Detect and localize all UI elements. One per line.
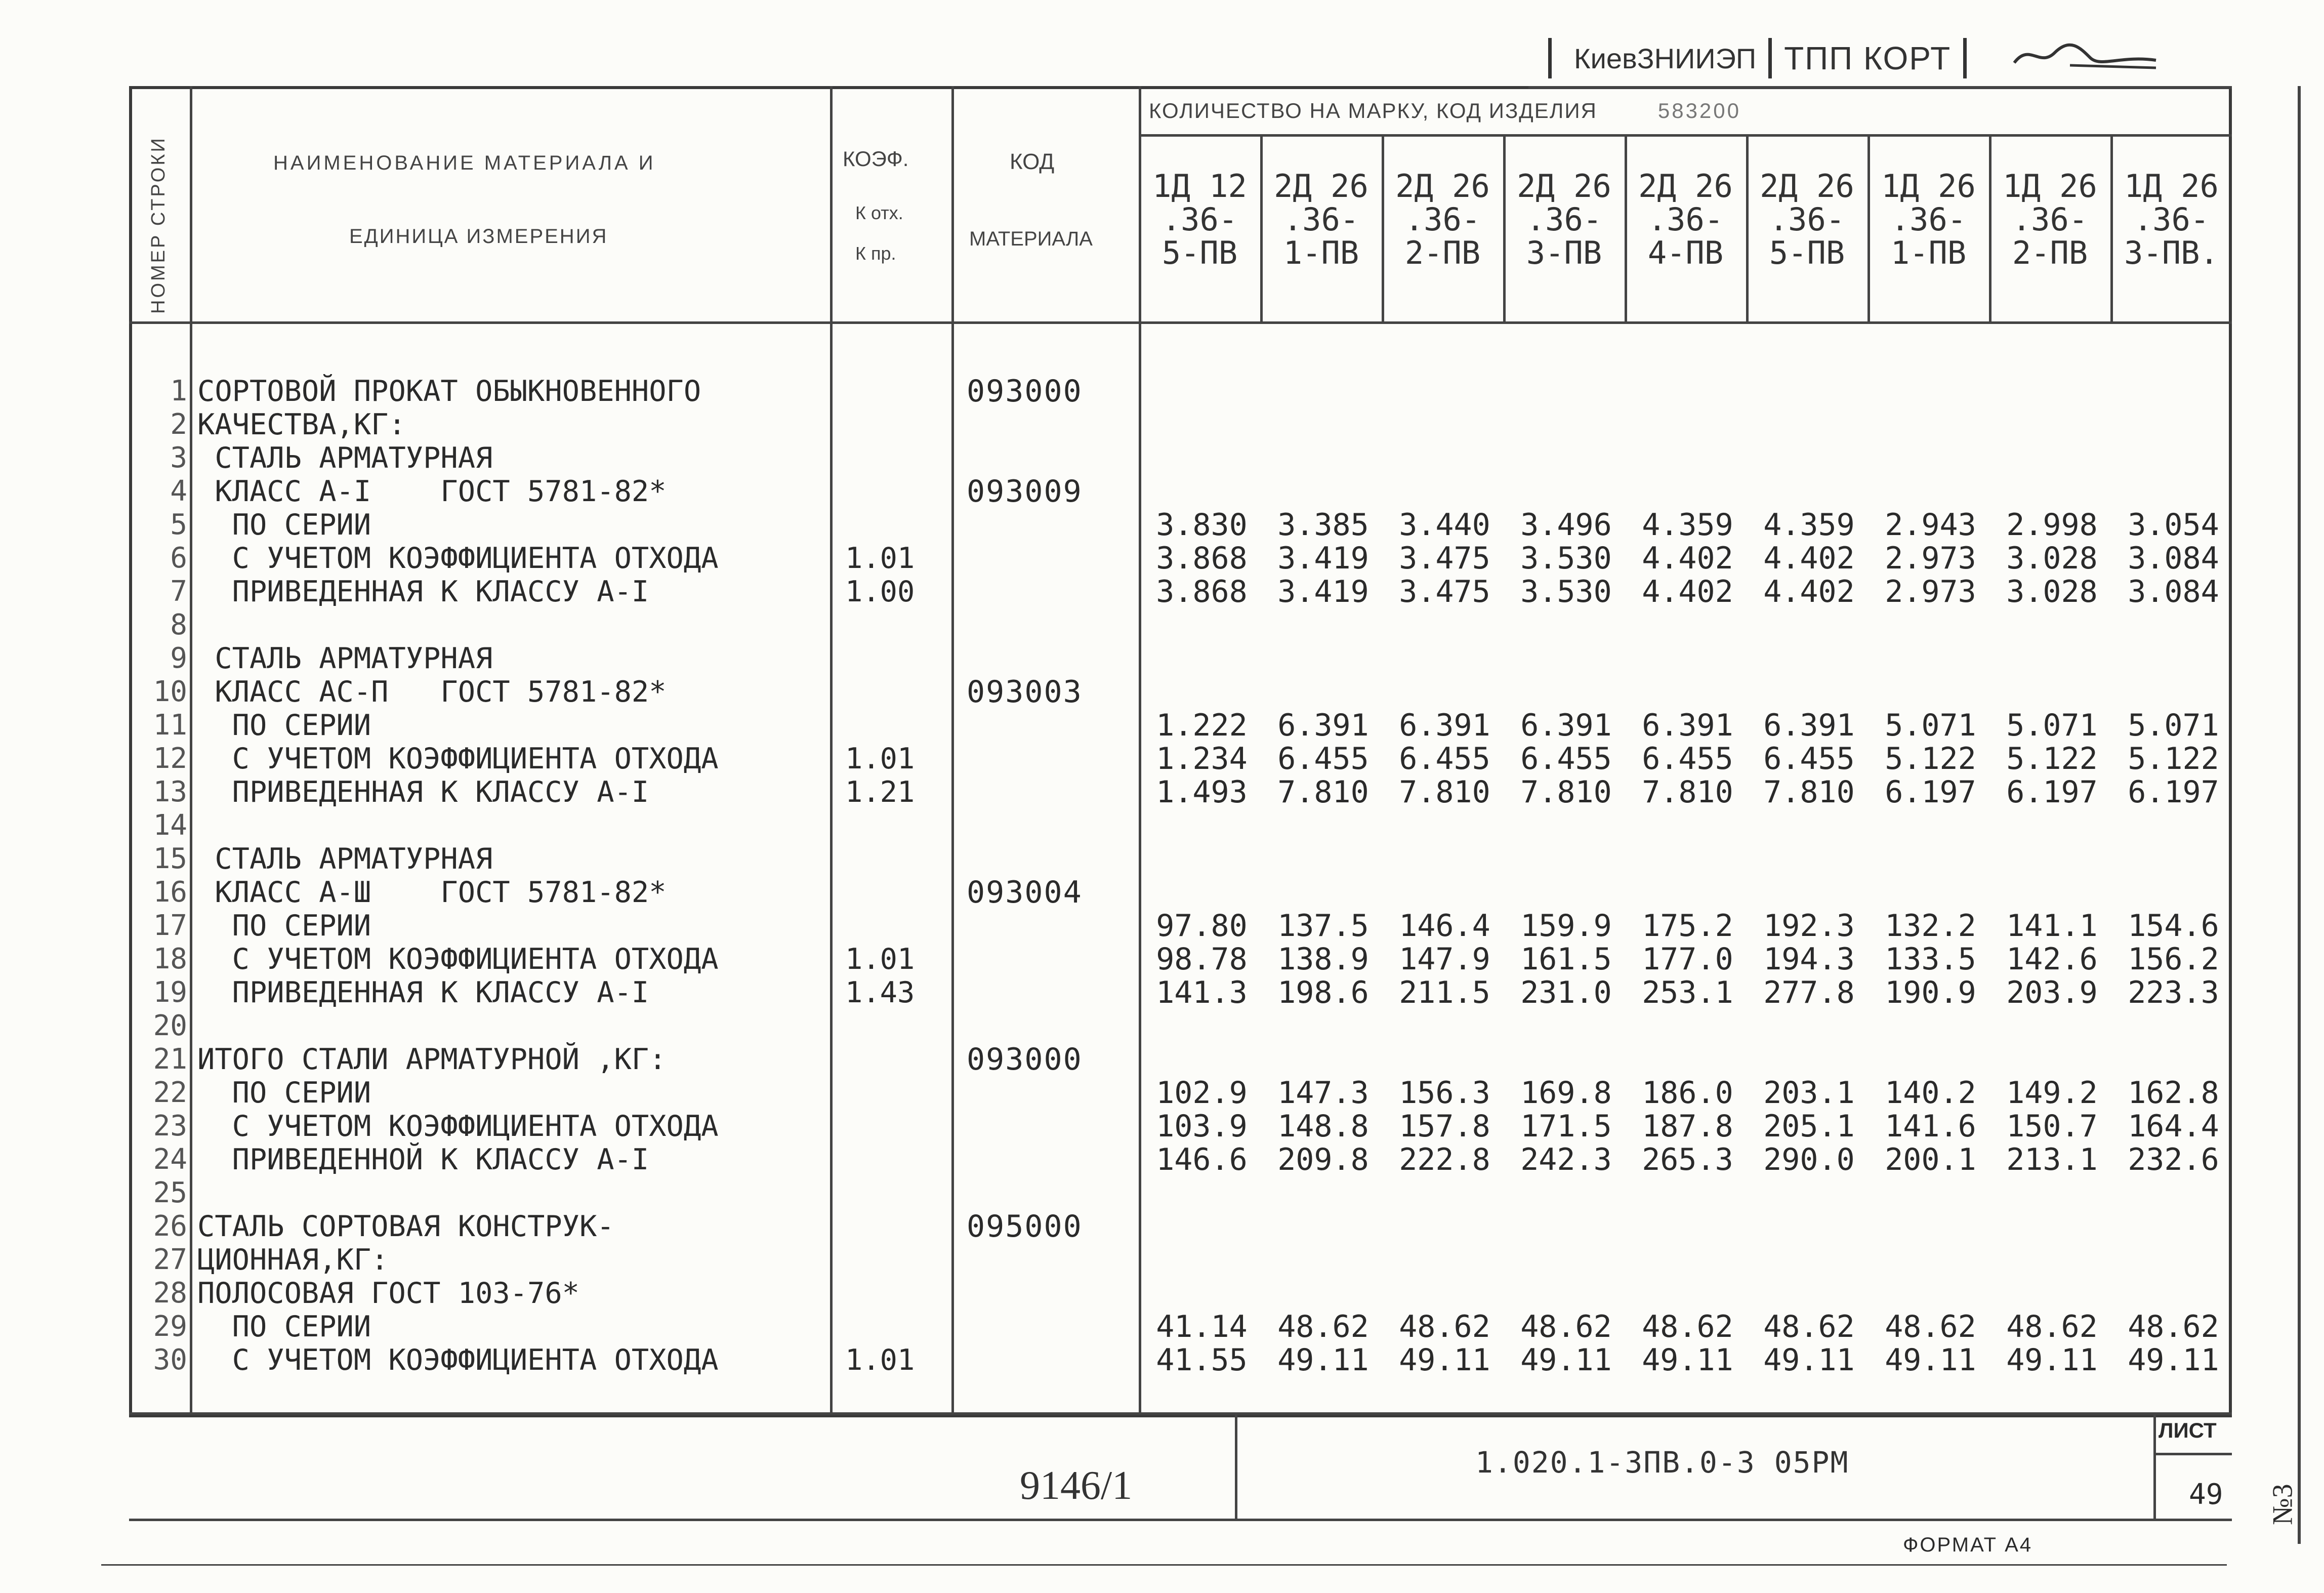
quantity-cell: 265.3	[1642, 1142, 1733, 1177]
material-name: СТАЛЬ АРМАТУРНАЯ	[197, 441, 493, 475]
row-number: 11	[153, 709, 187, 742]
quantity-cell: 159.9	[1520, 908, 1612, 944]
row-number: 10	[153, 675, 187, 708]
quantity-cell: 6.455	[1277, 741, 1369, 777]
mark-header: 1Д 26 .36- 3-ПВ.	[2124, 168, 2219, 271]
quantity-cell: 41.55	[1156, 1342, 1248, 1378]
quantity-cell: 147.3	[1277, 1075, 1369, 1111]
quantity-cell: 97.80	[1156, 908, 1248, 944]
material-name: КЛАСС АС-П ГОСТ 5781-82*	[197, 675, 667, 709]
title-bottom-rule	[129, 1519, 2232, 1521]
quantity-cell: 154.6	[2128, 908, 2219, 944]
quantity-cell: 7.810	[1399, 774, 1490, 810]
quantity-cell: 141.3	[1156, 975, 1248, 1010]
frame-top-ext	[1528, 86, 2232, 89]
code-header: КОД	[1010, 149, 1055, 174]
sheet-number: 49	[2189, 1478, 2223, 1511]
sheet-label: ЛИСТ	[2159, 1418, 2217, 1442]
quantity-cell: 187.8	[1642, 1109, 1733, 1144]
row-number: 9	[170, 642, 187, 675]
row-number: 4	[170, 475, 187, 508]
quantity-cell: 4.402	[1763, 541, 1855, 576]
col-divider-name	[830, 86, 833, 1412]
coefficient: 1.01	[845, 943, 915, 976]
quantity-cell: 1.234	[1156, 741, 1248, 777]
quantity-cell: 6.391	[1763, 708, 1855, 743]
quantity-cell: 194.3	[1763, 942, 1855, 977]
quantity-cell: 3.530	[1520, 541, 1612, 576]
quantity-cell: 169.8	[1520, 1075, 1612, 1111]
quantity-cell: 149.2	[2006, 1075, 2098, 1111]
quantity-cell: 190.9	[1885, 975, 1976, 1010]
quantity-cell: 150.7	[2006, 1109, 2098, 1144]
quantity-cell: 3.530	[1520, 574, 1612, 609]
quantity-cell: 161.5	[1520, 942, 1612, 977]
quantity-cell: 140.2	[1885, 1075, 1976, 1111]
quantity-cell: 5.122	[2128, 741, 2219, 777]
material-name: ПО СЕРИИ	[197, 1076, 371, 1110]
row-number: 19	[153, 976, 187, 1009]
quantity-cell: 3.028	[2006, 574, 2098, 609]
material-name: С УЧЕТОМ КОЭФФИЦИЕНТА ОТХОДА	[197, 1110, 719, 1143]
quantity-cell: 41.14	[1156, 1309, 1248, 1344]
coefficient: 1.01	[845, 1343, 915, 1377]
document-code: 1.020.1-ЗПВ.0-3 05РМ	[1475, 1445, 1849, 1480]
material-name: ПРИВЕДЕННАЯ К КЛАССУ А-I	[197, 575, 649, 608]
material-code: 095000	[967, 1209, 1083, 1244]
sheet-label-rule	[2153, 1453, 2232, 1455]
quantity-cell: 290.0	[1763, 1142, 1855, 1177]
quantity-cell: 211.5	[1399, 975, 1490, 1010]
quantity-cell: 49.11	[1763, 1342, 1855, 1378]
coefficient: 1.01	[845, 542, 915, 575]
material-name: С УЧЕТОМ КОЭФФИЦИЕНТА ОТХОДА	[197, 1343, 719, 1377]
row-number: 26	[153, 1210, 187, 1243]
quantity-cell: 3.419	[1277, 574, 1369, 609]
row-number: 21	[153, 1043, 187, 1076]
quantity-cell: 3.830	[1156, 507, 1248, 543]
paper-format: ФОРМАТ А4	[1903, 1534, 2033, 1556]
material-name: С УЧЕТОМ КОЭФФИЦИЕНТА ОТХОДА	[197, 742, 719, 775]
mark-header: 2Д 26 .36- 1-ПВ	[1274, 168, 1368, 271]
coefficient: 1.01	[845, 742, 915, 775]
quantity-cell: 138.9	[1277, 942, 1369, 977]
row-number: 23	[153, 1110, 187, 1142]
material-code: 093000	[967, 374, 1083, 409]
quantity-cell: 7.810	[1763, 774, 1855, 810]
row-number: 18	[153, 943, 187, 975]
quantity-cell: 148.8	[1277, 1109, 1369, 1144]
material-name: С УЧЕТОМ КОЭФФИЦИЕНТА ОТХОДА	[197, 943, 719, 976]
material-name: ПРИВЕДЕННАЯ К КЛАССУ А-I	[197, 976, 649, 1009]
inventory-mark: №3	[2267, 1484, 2299, 1525]
quantity-cell: 7.810	[1277, 774, 1369, 810]
quantity-cell: 132.2	[1885, 908, 1976, 944]
mark-header: 1Д 26 .36- 1-ПВ	[1881, 168, 1976, 271]
page-bottom-rule	[101, 1564, 2227, 1566]
quantity-cell: 232.6	[2128, 1142, 2219, 1177]
quantity-cell: 5.122	[2006, 741, 2098, 777]
row-number: 17	[153, 909, 187, 942]
material-code: 093004	[967, 875, 1083, 910]
product-code: 583200	[1657, 99, 1741, 122]
row-number: 25	[153, 1176, 187, 1209]
quantity-cell: 6.197	[1885, 774, 1976, 810]
mark-header: 2Д 26 .36- 3-ПВ	[1517, 168, 1611, 271]
row-number: 5	[170, 508, 187, 541]
quantity-cell: 146.4	[1399, 908, 1490, 944]
quantity-cell: 48.62	[1885, 1309, 1976, 1344]
row-number: 13	[153, 775, 187, 808]
material-name: СОРТОВОЙ ПРОКАТ ОБЫКНОВЕННОГО	[197, 375, 701, 408]
quantity-cell: 3.868	[1156, 574, 1248, 609]
quantity-cell: 156.3	[1399, 1075, 1490, 1111]
quantity-cell: 48.62	[1642, 1309, 1733, 1344]
material-name: ЦИОННАЯ,КГ:	[197, 1243, 389, 1277]
quantity-cell: 4.359	[1763, 507, 1855, 543]
quantity-cell: 48.62	[1520, 1309, 1612, 1344]
material-name: СТАЛЬ АРМАТУРНАЯ	[197, 842, 493, 876]
quantity-cell: 277.8	[1763, 975, 1855, 1010]
quantity-cell: 3.496	[1520, 507, 1612, 543]
quantity-cell: 48.62	[2128, 1309, 2219, 1344]
material-name: ПО СЕРИИ	[197, 508, 371, 542]
quantity-cell: 205.1	[1763, 1109, 1855, 1144]
koef-reduced-header: К пр.	[855, 243, 896, 264]
quantity-cell: 6.455	[1642, 741, 1733, 777]
row-number: 2	[170, 408, 187, 441]
material-code: 093000	[967, 1042, 1083, 1077]
quantity-cell: 141.1	[2006, 908, 2098, 944]
mark-header: 1Д 26 .36- 2-ПВ	[2003, 168, 2097, 271]
material-code-header: МАТЕРИАЛА	[969, 228, 1093, 250]
quantity-cell: 5.071	[2128, 708, 2219, 743]
quantity-cell: 6.455	[1399, 741, 1490, 777]
quantity-cell: 3.475	[1399, 541, 1490, 576]
title-divider-1	[1235, 1412, 1237, 1521]
mark-header: 2Д 26 .36- 4-ПВ	[1638, 168, 1733, 271]
quantity-cell: 3.419	[1277, 541, 1369, 576]
koef-header: КОЭФ.	[843, 147, 909, 171]
quantity-cell: 3.084	[2128, 574, 2219, 609]
quantity-cell: 2.973	[1885, 541, 1976, 576]
row-number: 28	[153, 1277, 187, 1310]
material-name: ПРИВЕДЕННАЯ К КЛАССУ А-I	[197, 775, 649, 809]
quantity-cell: 6.391	[1277, 708, 1369, 743]
quantity-cell: 4.402	[1642, 574, 1733, 609]
material-name: С УЧЕТОМ КОЭФФИЦИЕНТА ОТХОДА	[197, 542, 719, 575]
quantity-cell: 98.78	[1156, 942, 1248, 977]
quantity-cell: 49.11	[1520, 1342, 1612, 1378]
row-number: 12	[153, 742, 187, 775]
quantity-cell: 6.391	[1520, 708, 1612, 743]
coefficient: 1.21	[845, 775, 915, 809]
row-number: 8	[170, 608, 187, 641]
material-name: ПО СЕРИИ	[197, 1310, 371, 1343]
quantity-cell: 186.0	[1642, 1075, 1733, 1111]
quantity-cell: 203.9	[2006, 975, 2098, 1010]
quantity-cell: 222.8	[1399, 1142, 1490, 1177]
mark-header: 1Д 12 .36- 5-ПВ	[1152, 168, 1247, 271]
quantity-cell: 137.5	[1277, 908, 1369, 944]
quantity-cell: 3.475	[1399, 574, 1490, 609]
quantity-cell: 242.3	[1520, 1142, 1612, 1177]
quantity-cell: 6.455	[1763, 741, 1855, 777]
quantity-cell: 3.440	[1399, 507, 1490, 543]
quantity-cell: 49.11	[1399, 1342, 1490, 1378]
quantity-cell: 162.8	[2128, 1075, 2219, 1111]
quantity-cell: 200.1	[1885, 1142, 1976, 1177]
material-name: КЛАСС А-Ш ГОСТ 5781-82*	[197, 876, 667, 909]
quantity-cell: 231.0	[1520, 975, 1612, 1010]
quantity-cell: 6.391	[1642, 708, 1733, 743]
row-number: 20	[153, 1009, 187, 1042]
material-name: ПРИВЕДЕННОЙ К КЛАССУ А-I	[197, 1143, 649, 1176]
row-number: 6	[170, 542, 187, 575]
quantity-header-label: КОЛИЧЕСТВО НА МАРКУ, КОД ИЗДЕЛИЯ	[1149, 99, 1597, 122]
document-number: 9146/1	[1020, 1463, 1133, 1508]
quantity-cell: 49.11	[1642, 1342, 1733, 1378]
quantity-cell: 2.943	[1885, 507, 1976, 543]
quantity-cell: 48.62	[1763, 1309, 1855, 1344]
quantity-cell: 3.385	[1277, 507, 1369, 543]
quantity-cell: 3.084	[2128, 541, 2219, 576]
col-divider-koef	[951, 86, 954, 1412]
quantity-cell: 49.11	[2006, 1342, 2098, 1378]
quantity-cell: 203.1	[1763, 1075, 1855, 1111]
quantity-cell: 48.62	[2006, 1309, 2098, 1344]
title-divider-2	[2153, 1412, 2156, 1521]
row-number: 15	[153, 842, 187, 875]
row-number: 7	[170, 575, 187, 608]
material-code: 093009	[967, 474, 1083, 509]
quantity-cell: 4.402	[1642, 541, 1733, 576]
body-bottom-rule	[129, 1412, 2232, 1415]
quantity-cell: 141.6	[1885, 1109, 1976, 1144]
quantity-cell: 177.0	[1642, 942, 1733, 977]
row-number: 27	[153, 1243, 187, 1276]
quantity-cell: 2.973	[1885, 574, 1976, 609]
signature	[2009, 37, 2161, 79]
quantity-cell: 5.071	[1885, 708, 1976, 743]
material-name: КАЧЕСТВА,КГ:	[197, 408, 406, 441]
quantity-cell: 5.071	[2006, 708, 2098, 743]
row-number: 29	[153, 1310, 187, 1343]
stamp-org: КиевЗНИИЭП	[1574, 42, 1757, 74]
row-number: 16	[153, 876, 187, 909]
quantity-cell: 253.1	[1642, 975, 1733, 1010]
quantity-cell: 48.62	[1399, 1309, 1490, 1344]
row-number: 22	[153, 1076, 187, 1109]
quantity-cell: 49.11	[1885, 1342, 1976, 1378]
coefficient: 1.43	[845, 976, 915, 1009]
quantity-cell: 209.8	[1277, 1142, 1369, 1177]
quantity-cell: 156.2	[2128, 942, 2219, 977]
header-bottom-rule	[129, 321, 2232, 324]
row-number: 3	[170, 441, 187, 474]
quantity-cell: 133.5	[1885, 942, 1976, 977]
quantity-cell: 7.810	[1520, 774, 1612, 810]
koef-waste-header: К отх.	[855, 202, 903, 223]
quantity-cell: 223.3	[2128, 975, 2219, 1010]
quantity-cell: 6.455	[1520, 741, 1612, 777]
quantity-cell: 6.197	[2006, 774, 2098, 810]
quantity-cell: 48.62	[1277, 1309, 1369, 1344]
quantity-cell: 7.810	[1642, 774, 1733, 810]
quantity-cell: 49.11	[1277, 1342, 1369, 1378]
qty-header-rule	[1139, 134, 2232, 137]
quantity-cell: 1.222	[1156, 708, 1248, 743]
quantity-cell: 3.054	[2128, 507, 2219, 543]
quantity-cell: 1.493	[1156, 774, 1248, 810]
quantity-cell: 4.402	[1763, 574, 1855, 609]
col-divider-rownum	[190, 86, 192, 1412]
quantity-cell: 102.9	[1156, 1075, 1248, 1111]
coefficient: 1.00	[845, 575, 915, 608]
mark-header: 2Д 26 .36- 5-ПВ	[1760, 168, 1854, 271]
quantity-cell: 6.197	[2128, 774, 2219, 810]
material-name: ПО СЕРИИ	[197, 709, 371, 742]
quantity-cell: 2.998	[2006, 507, 2098, 543]
quantity-cell: 213.1	[2006, 1142, 2098, 1177]
quantity-cell: 3.868	[1156, 541, 1248, 576]
quantity-cell: 164.4	[2128, 1109, 2219, 1144]
material-code: 093003	[967, 674, 1083, 710]
material-name: ПОЛОСОВАЯ ГОСТ 103-76*	[197, 1277, 579, 1310]
material-name: СТАЛЬ СОРТОВАЯ КОНСТРУК-	[197, 1210, 614, 1243]
quantity-cell: 175.2	[1642, 908, 1733, 944]
quantity-cell: 5.122	[1885, 741, 1976, 777]
quantity-cell: 192.3	[1763, 908, 1855, 944]
material-name: ПО СЕРИИ	[197, 909, 371, 943]
row-number-header: НОМЕР СТРОКИ	[148, 136, 169, 314]
row-number: 30	[153, 1343, 187, 1376]
approval-stamp	[1536, 36, 2161, 80]
quantity-cell: 146.6	[1156, 1142, 1248, 1177]
row-number: 24	[153, 1143, 187, 1176]
quantity-cell: 49.11	[2128, 1342, 2219, 1378]
material-name: ИТОГО СТАЛИ АРМАТУРНОЙ ,КГ:	[197, 1043, 667, 1076]
quantity-cell: 157.8	[1399, 1109, 1490, 1144]
quantity-cell: 147.9	[1399, 942, 1490, 977]
quantity-cell: 198.6	[1277, 975, 1369, 1010]
quantity-cell: 103.9	[1156, 1109, 1248, 1144]
quantity-cell: 6.391	[1399, 708, 1490, 743]
quantity-cell: 142.6	[2006, 942, 2098, 977]
stamp-project: ТПП КОРТ	[1784, 40, 1952, 76]
quantity-header	[1149, 99, 1741, 123]
quantity-cell: 3.028	[2006, 541, 2098, 576]
right-edge-rule	[2298, 86, 2301, 1544]
name-header-line1: НАИМЕНОВАНИЕ МАТЕРИАЛА И	[273, 152, 656, 174]
quantity-cell: 4.359	[1642, 507, 1733, 543]
material-name: КЛАСС А-I ГОСТ 5781-82*	[197, 475, 667, 508]
mark-header: 2Д 26 .36- 2-ПВ	[1395, 168, 1490, 271]
row-number: 14	[153, 809, 187, 842]
name-header-line2: ЕДИНИЦА ИЗМЕРЕНИЯ	[349, 225, 608, 248]
quantity-cell: 171.5	[1520, 1109, 1612, 1144]
material-name: СТАЛЬ АРМАТУРНАЯ	[197, 642, 493, 675]
row-number: 1	[170, 375, 187, 407]
